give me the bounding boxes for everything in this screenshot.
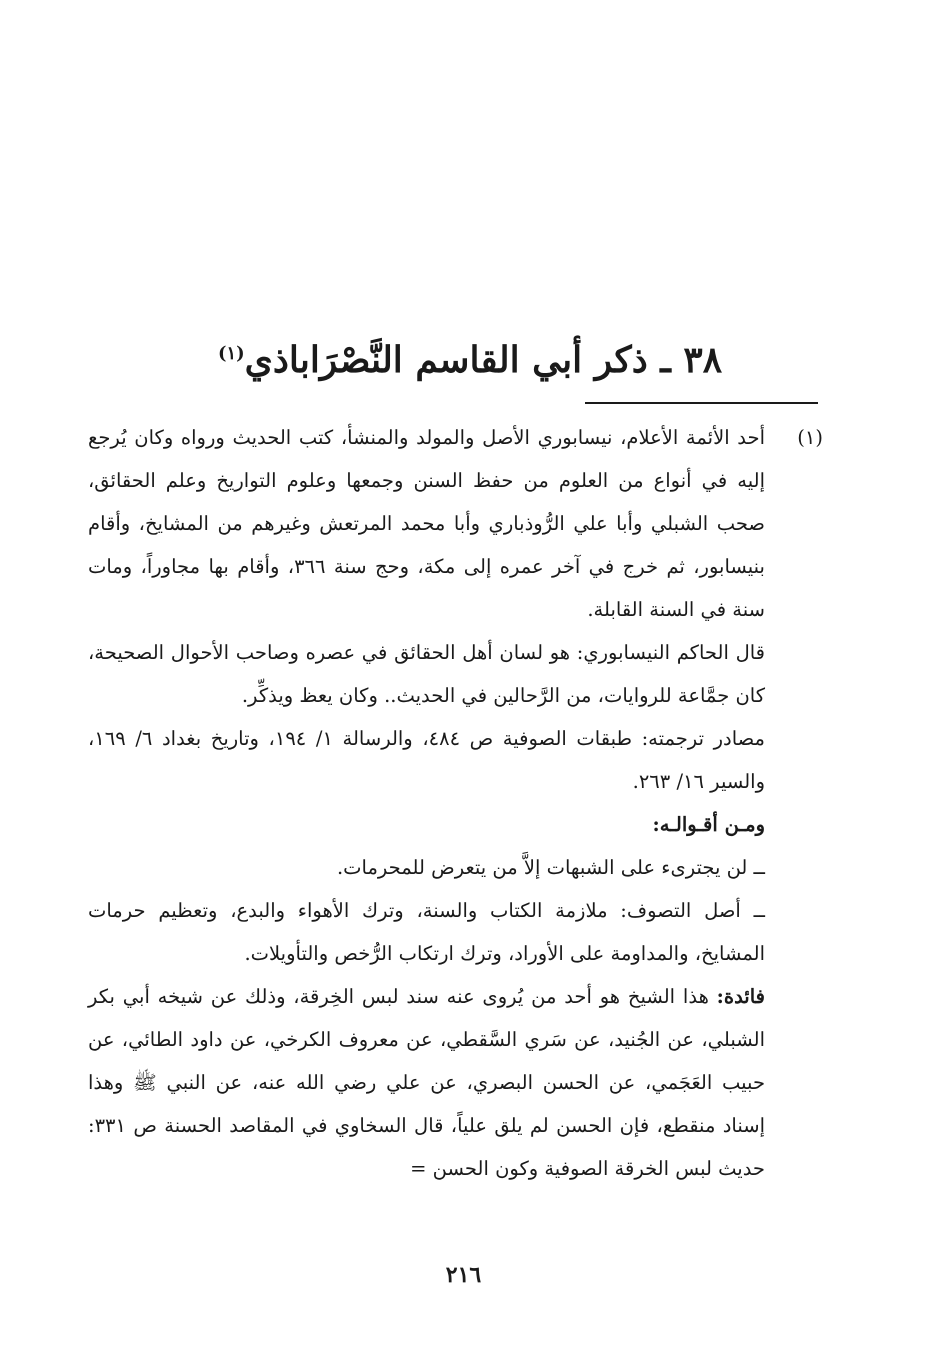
footnote-benefit-label: فائدة: [716, 985, 765, 1008]
footnote-separator [585, 402, 818, 404]
chapter-dash: ـ [660, 339, 671, 381]
footnote [88, 416, 823, 1190]
footnote-benefit [88, 975, 765, 1190]
footnote-biography: أحد الأئمة الأعلام، نيسابوري الأصل والمولد والمنشأ، كتب الحديث ورواه وكان يُرجع إليه في أنواع من العلوم من حفظ السنن وجمعها وعلوم التواريخ وعلم الحقائق، صحب الشبلي وأبا علي الرُّوذباري وأبا محمد المرتعش وغيرهم من المشايخ، وأقام بنيسابور، ثم خرج في آخر عمره إلى مكة، وحج سنة ٣٦٦، وأقام بها مجاوراً، ومات سنة في السنة القابلة. [88, 426, 765, 621]
footnote-body [88, 416, 765, 1190]
footnote-saying-2: ــ أصل التصوف: ملازمة الكتاب والسنة، وترك الأهواء والبدع، وتعظيم حرمات المشايخ، والمداومة على الأوراد، وترك ارتكاب الرُّخص والتأويلات. [88, 899, 765, 965]
chapter-heading [120, 328, 820, 386]
footnote-marker: (١) [797, 426, 823, 449]
footnote-sources: مصادر ترجمته: طبقات الصوفية ص ٤٨٤، والرسالة ١/ ١٩٤، وتاريخ بغداد ٦/ ١٦٩، والسير ١٦/ ٢٦٣. [88, 727, 765, 793]
chapter-number: ٣٨ [683, 339, 723, 381]
footnote-benefit-text: هذا الشيخ هو أحد من يُروى عنه سند لبس الخِرقة، وذلك عن شيخه أبي بكر الشبلي، عن الجُنيد، عن سَري السَّقطي، عن معروف الكرخي، عن داود الطائي، عن حبيب العَجَمي، عن الحسن البصري، عن علي رضي الله عنه، عن النبي ﷺ وهذا إسناد منقطع، فإن الحسن لم يلق علياً، قال السخاوي في المقاصد الحسنة ص ٣٣١: حديث لبس الخرقة الصوفية وكون الحسن = [88, 985, 765, 1180]
footnote-sayings-heading: ومـن أقـوالـه: [652, 813, 765, 836]
footnote-saying-1: ــ لن يجترىء على الشبهات إلاَّ من يتعرض للمحرمات. [336, 856, 765, 879]
chapter-title: ذكر أبي القاسم النَّصْرَاباذي [244, 339, 648, 381]
footnote-hakim-quote: قال الحاكم النيسابوري: هو لسان أهل الحقائق في عصره وصاحب الأحوال الصحيحة، كان جمَّاعة للروايات، من الرَّحالين في الحديث.. وكان يعظ ويذكِّر. [88, 641, 765, 707]
footnote-reference: (١) [217, 343, 245, 364]
page-number: ٢١٦ [445, 1262, 482, 1288]
